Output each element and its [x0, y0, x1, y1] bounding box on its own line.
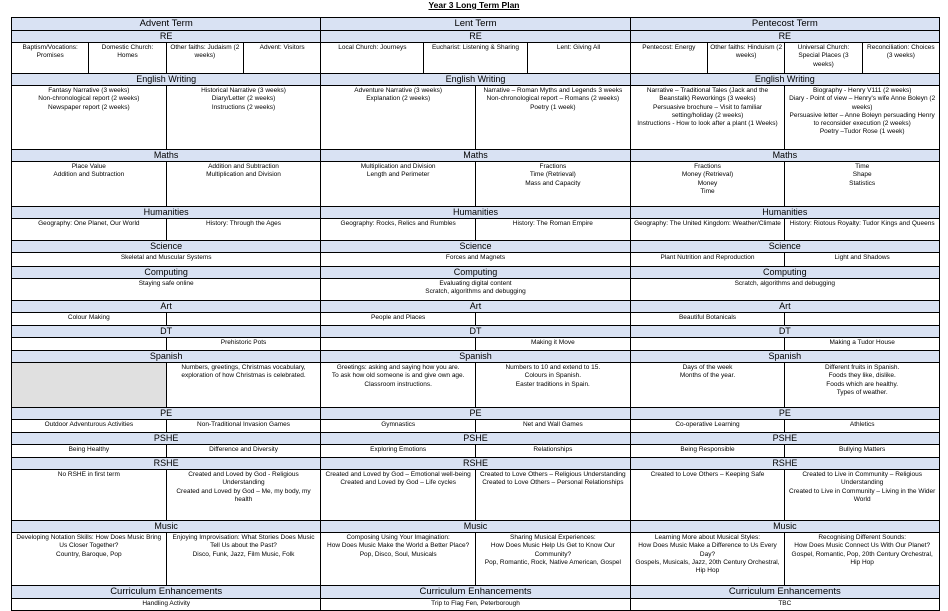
plan-cell: Advent: Visitors	[259, 44, 305, 51]
plan-cell: TBC	[778, 600, 792, 607]
subject-header: PSHE	[321, 433, 630, 444]
plan-cell: Other faiths: Judaism (2 weeks)	[167, 43, 244, 73]
plan-cell: Athletics	[849, 421, 875, 428]
term-content	[631, 470, 940, 520]
term-content	[321, 279, 630, 300]
plan-cell: Bullying Matters	[839, 446, 886, 453]
plan-cell: Created and Loved by God - Religious Understanding Created and Loved by God – Me, my body, my health	[176, 471, 311, 503]
plan-cell: Plant Nutrition and Reproduction	[631, 253, 786, 266]
plan-cell	[12, 363, 167, 407]
subject-header-row	[11, 585, 940, 598]
term-content	[12, 470, 321, 520]
page-title: Year 3 Long Term Plan	[428, 0, 520, 10]
term-content	[321, 219, 630, 240]
subject-header: Spanish	[321, 351, 630, 362]
subject-header: RSHE	[321, 458, 630, 469]
subject-header: PSHE	[12, 433, 321, 444]
term-header-row	[11, 17, 940, 30]
plan-cell: Scratch, algorithms and debugging	[734, 280, 836, 287]
plan-cell: Different fruits in Spanish. Foods they like, dislike. Foods which are healthy. Types of weather.	[825, 364, 900, 396]
plan-cell: Lent: Giving All	[556, 44, 601, 51]
plan-cell: Greetings: asking and saying how you are. To ask how old someone is and give own age. Classroom instructions.	[321, 363, 476, 407]
plan-cell	[167, 313, 321, 325]
term-content	[631, 43, 940, 73]
subject-header: Art	[631, 301, 940, 312]
plan-cell: History: The Roman Empire	[512, 220, 593, 227]
plan-cell: Beautiful Botanicals	[631, 313, 786, 325]
plan-cell: Biography - Henry V111 (2 weeks) Diary - Point of view – Henry's wife Anne Boleyn (2 weeks) Persuasive letter – Anne Boleyn persuading Henry to reconsider execution (2 weeks) Poetry –Tudor Rose (1 week)	[789, 87, 936, 136]
subject-header: RSHE	[12, 458, 321, 469]
plan-cell: Being Responsible	[631, 445, 786, 457]
subject-header: PE	[631, 408, 940, 419]
plan-cell: Learning More about Musical Styles: How Does Music Make a Difference to Us Every Day? Gospels, Musicals, Jazz, 20th Century Orchestral, Hip Hop	[631, 533, 786, 585]
term-content	[12, 363, 321, 407]
plan-cell: Making a Tudor House	[829, 339, 895, 346]
subject-header-row	[11, 457, 940, 469]
subject-header: Art	[321, 301, 630, 312]
term-content	[631, 445, 940, 457]
subject-content-row	[11, 469, 940, 520]
plan-cell	[12, 338, 167, 350]
plan-cell: Co-operative Learning	[631, 420, 786, 432]
term-content	[321, 43, 630, 73]
term-content	[12, 445, 321, 457]
subject-header-row	[11, 30, 940, 42]
subject-content-row	[11, 218, 940, 240]
term-header: Lent Term	[321, 18, 630, 30]
plan-cell: Universal Church: Special Places (3 weeks)	[785, 43, 862, 73]
plan-cell: Days of the week Months of the year.	[631, 363, 786, 407]
plan-cell: Making it Move	[530, 339, 575, 346]
plan-cell: People and Places	[321, 313, 476, 325]
term-content	[321, 470, 630, 520]
subject-header: RE	[321, 31, 630, 42]
plan-cell: Fractions Time (Retrieval) Mass and Capacity	[525, 163, 581, 187]
subject-header-row	[11, 520, 940, 532]
term-content	[321, 420, 630, 432]
term-header: Advent Term	[12, 18, 321, 30]
plan-cell: Numbers, greetings, Christmas vocabulary, exploration of how Christmas is celebrated.	[181, 364, 306, 380]
subject-header: Music	[631, 521, 940, 532]
term-content	[631, 420, 940, 432]
subject-content-row	[11, 278, 940, 300]
subject-header: Curriculum Enhancements	[12, 586, 321, 598]
plan-cell: Adventure Narrative (3 weeks) Explanation (2 weeks)	[321, 86, 476, 149]
subject-header-row	[11, 325, 940, 337]
plan-cell: Baptism/Vocations: Promises	[12, 43, 89, 73]
term-content	[12, 279, 321, 300]
term-content	[12, 162, 321, 206]
plan-cell: Pentecost: Energy	[631, 43, 708, 73]
subject-content-row	[11, 419, 940, 432]
term-content	[12, 599, 321, 610]
subject-header: Music	[321, 521, 630, 532]
plan-cell: Created and Loved by God – Emotional well-being Created and Loved by God – Life cycles	[321, 470, 476, 520]
plan-cell: Enjoying Improvisation: What Stories Does Music Tell Us about the Past? Disco, Funk, Jazz, Film Music, Folk	[172, 534, 315, 558]
subject-header: Science	[12, 241, 321, 252]
plan-cell: No RSHE in first term	[12, 470, 167, 520]
subject-content-row	[11, 444, 940, 457]
subject-content-row	[11, 312, 940, 325]
subject-header-row	[11, 350, 940, 362]
term-content	[631, 279, 940, 300]
plan-cell: Place Value Addition and Subtraction	[12, 162, 167, 206]
subject-header: DT	[321, 326, 630, 337]
subject-content-row	[11, 85, 940, 149]
plan-cell: Fractions Money (Retrieval) Money Time	[631, 162, 786, 206]
plan-cell: Narrative – Roman Myths and Legends 3 weeks Non-chronological report – Romans (2 weeks) Poetry (1 week)	[483, 87, 623, 111]
plan-cell: Eucharist: Listening & Sharing	[424, 43, 527, 73]
term-content	[12, 533, 321, 585]
subject-content-row	[11, 161, 940, 206]
term-content	[321, 162, 630, 206]
subject-header: DT	[631, 326, 940, 337]
plan-cell: Exploring Emotions	[321, 445, 476, 457]
term-content	[631, 162, 940, 206]
subject-header-row	[11, 73, 940, 85]
subject-header: Maths	[321, 150, 630, 161]
plan-cell: Other faiths: Hinduism (2 weeks)	[708, 43, 785, 73]
plan-cell: Multiplication and Division Length and Perimeter	[321, 162, 476, 206]
subject-header: English Writing	[631, 74, 940, 85]
plan-cell: Created to Love Others – Keeping Safe	[631, 470, 786, 520]
long-term-plan-table	[11, 17, 940, 611]
plan-cell: Created to Live in Community – Religious Understanding Created to Live in Community – Living in the Wider World	[789, 471, 936, 503]
plan-cell	[321, 338, 476, 350]
term-content	[631, 219, 940, 240]
subject-header: PE	[12, 408, 321, 419]
plan-cell: Reconciliation: Choices (3 weeks)	[867, 44, 935, 60]
term-content	[321, 338, 630, 350]
subject-header: English Writing	[321, 74, 630, 85]
subject-header: Curriculum Enhancements	[321, 586, 630, 598]
term-content	[631, 86, 940, 149]
term-content	[321, 313, 630, 325]
subject-header: RE	[631, 31, 940, 42]
plan-cell: Created to Love Others – Religious Understanding Created to Love Others – Personal Relationships	[480, 471, 626, 487]
plan-cell: Geography: Rocks, Relics and Rumbles	[321, 219, 476, 240]
term-header: Pentecost Term	[631, 18, 940, 30]
plan-cell: Domestic Church: Homes	[89, 43, 166, 73]
subject-header: Art	[12, 301, 321, 312]
plan-cell: History: Through the Ages	[205, 220, 282, 227]
plan-cell: Numbers to 10 and extend to 15. Colours in Spanish. Easter traditions in Spain.	[505, 364, 601, 388]
plan-cell: Prehistoric Pots	[220, 339, 267, 346]
term-content	[631, 313, 940, 325]
subject-content-row	[11, 598, 940, 611]
term-content	[321, 253, 630, 266]
subject-header-row	[11, 407, 940, 419]
subject-header: Music	[12, 521, 321, 532]
plan-cell: Recognising Different Sounds: How Does Music Connect Us With Our Planet? Gospel, Romantic, Pop, 20th Century Orchestral, Hip Hop	[791, 534, 933, 566]
term-content	[631, 338, 940, 350]
subject-header: Spanish	[12, 351, 321, 362]
subject-content-row	[11, 42, 940, 73]
plan-cell: History: Riotous Royalty: Tudor Kings and Queens	[789, 220, 935, 227]
subject-header: RSHE	[631, 458, 940, 469]
term-content	[12, 43, 321, 73]
subject-content-row	[11, 252, 940, 266]
plan-cell: Skeletal and Muscular Systems	[120, 254, 212, 261]
plan-cell: Difference and Diversity	[209, 446, 278, 453]
subject-header: Curriculum Enhancements	[631, 586, 940, 598]
subject-header-row	[11, 266, 940, 278]
term-content	[631, 253, 940, 266]
plan-cell: Relationships	[533, 446, 573, 453]
plan-cell: Narrative – Traditional Tales (Jack and the Beanstalk) Reworkings (3 weeks) Persuasive brochure – Visit to familiar setting/holiday (2 weeks) Instructions - How to look after a plant (1 Weeks)	[631, 86, 786, 149]
plan-cell	[476, 313, 630, 325]
plan-cell: Historical Narrative (3 weeks) Diary/Letter (2 weeks) Instructions (2 weeks)	[201, 87, 286, 111]
subject-content-row	[11, 362, 940, 407]
term-content	[321, 363, 630, 407]
plan-cell: Forces and Magnets	[445, 254, 506, 261]
term-content	[12, 253, 321, 266]
plan-cell: Outdoor Adventurous Activities	[12, 420, 167, 432]
plan-cell: Developing Notation Skills: How Does Music Bring Us Closer Together? Country, Baroque, Pop	[12, 533, 167, 585]
subject-header: Computing	[12, 267, 321, 278]
subject-header: Spanish	[631, 351, 940, 362]
plan-cell: Composing Using Your Imagination: How Does Music Make the World a Better Place? Pop, Disco, Soul, Musicals	[321, 533, 476, 585]
plan-cell: Net and Wall Games	[522, 421, 583, 428]
term-content	[12, 420, 321, 432]
subject-header: Maths	[631, 150, 940, 161]
plan-cell: Addition and Subtraction Multiplication and Division	[206, 163, 281, 179]
term-content	[321, 445, 630, 457]
subject-header: Computing	[631, 267, 940, 278]
subject-header: Computing	[321, 267, 630, 278]
plan-cell: Evaluating digital content Scratch, algorithms and debugging	[425, 280, 526, 296]
plan-cell: Being Healthy	[12, 445, 167, 457]
term-content	[12, 338, 321, 350]
term-content	[12, 313, 321, 325]
term-content	[12, 86, 321, 149]
plan-cell: Fantasy Narrative (3 weeks) Non-chronological report (2 weeks) Newspaper report (2 weeks)	[12, 86, 167, 149]
term-content	[631, 599, 940, 610]
term-content	[631, 363, 940, 407]
plan-cell: Time Shape Statistics	[849, 163, 876, 187]
plan-cell: Trip to Flag Fen, Peterborough	[431, 600, 520, 607]
term-content	[321, 533, 630, 585]
term-content	[321, 599, 630, 610]
plan-cell: Geography: One Planet, Our World	[12, 219, 167, 240]
plan-cell: Handling Activity	[142, 600, 191, 607]
term-content	[12, 219, 321, 240]
plan-cell: Colour Making	[12, 313, 167, 325]
plan-cell: Gymnastics	[321, 420, 476, 432]
subject-header-row	[11, 206, 940, 218]
subject-header: Science	[631, 241, 940, 252]
plan-cell: Local Church: Journeys	[321, 43, 424, 73]
subject-header: PE	[321, 408, 630, 419]
plan-cell: Non-Traditional Invasion Games	[197, 421, 290, 428]
subject-header-row	[11, 300, 940, 312]
subject-header: Humanities	[631, 207, 940, 218]
term-content	[631, 533, 940, 585]
term-content	[321, 86, 630, 149]
plan-cell: Light and Shadows	[834, 254, 890, 261]
subject-header: PSHE	[631, 433, 940, 444]
subject-header: Humanities	[321, 207, 630, 218]
subject-header: Science	[321, 241, 630, 252]
plan-cell: Sharing Musical Experiences: How Does Music Help Us Get to Know Our Community? Pop, Romantic, Rock, Native American, Gospel	[484, 534, 621, 566]
subject-content-row	[11, 337, 940, 350]
subject-header-row	[11, 149, 940, 161]
subject-content-row	[11, 532, 940, 585]
plan-cell	[631, 338, 786, 350]
plan-cell: Geography: The United Kingdom: Weather/Climate	[631, 219, 786, 240]
subject-header: English Writing	[12, 74, 321, 85]
plan-cell: Staying safe online	[138, 280, 194, 287]
subject-header: RE	[12, 31, 321, 42]
subject-header: DT	[12, 326, 321, 337]
subject-header: Humanities	[12, 207, 321, 218]
plan-cell	[785, 313, 939, 325]
subject-header-row	[11, 240, 940, 252]
subject-header: Maths	[12, 150, 321, 161]
subject-header-row	[11, 432, 940, 444]
